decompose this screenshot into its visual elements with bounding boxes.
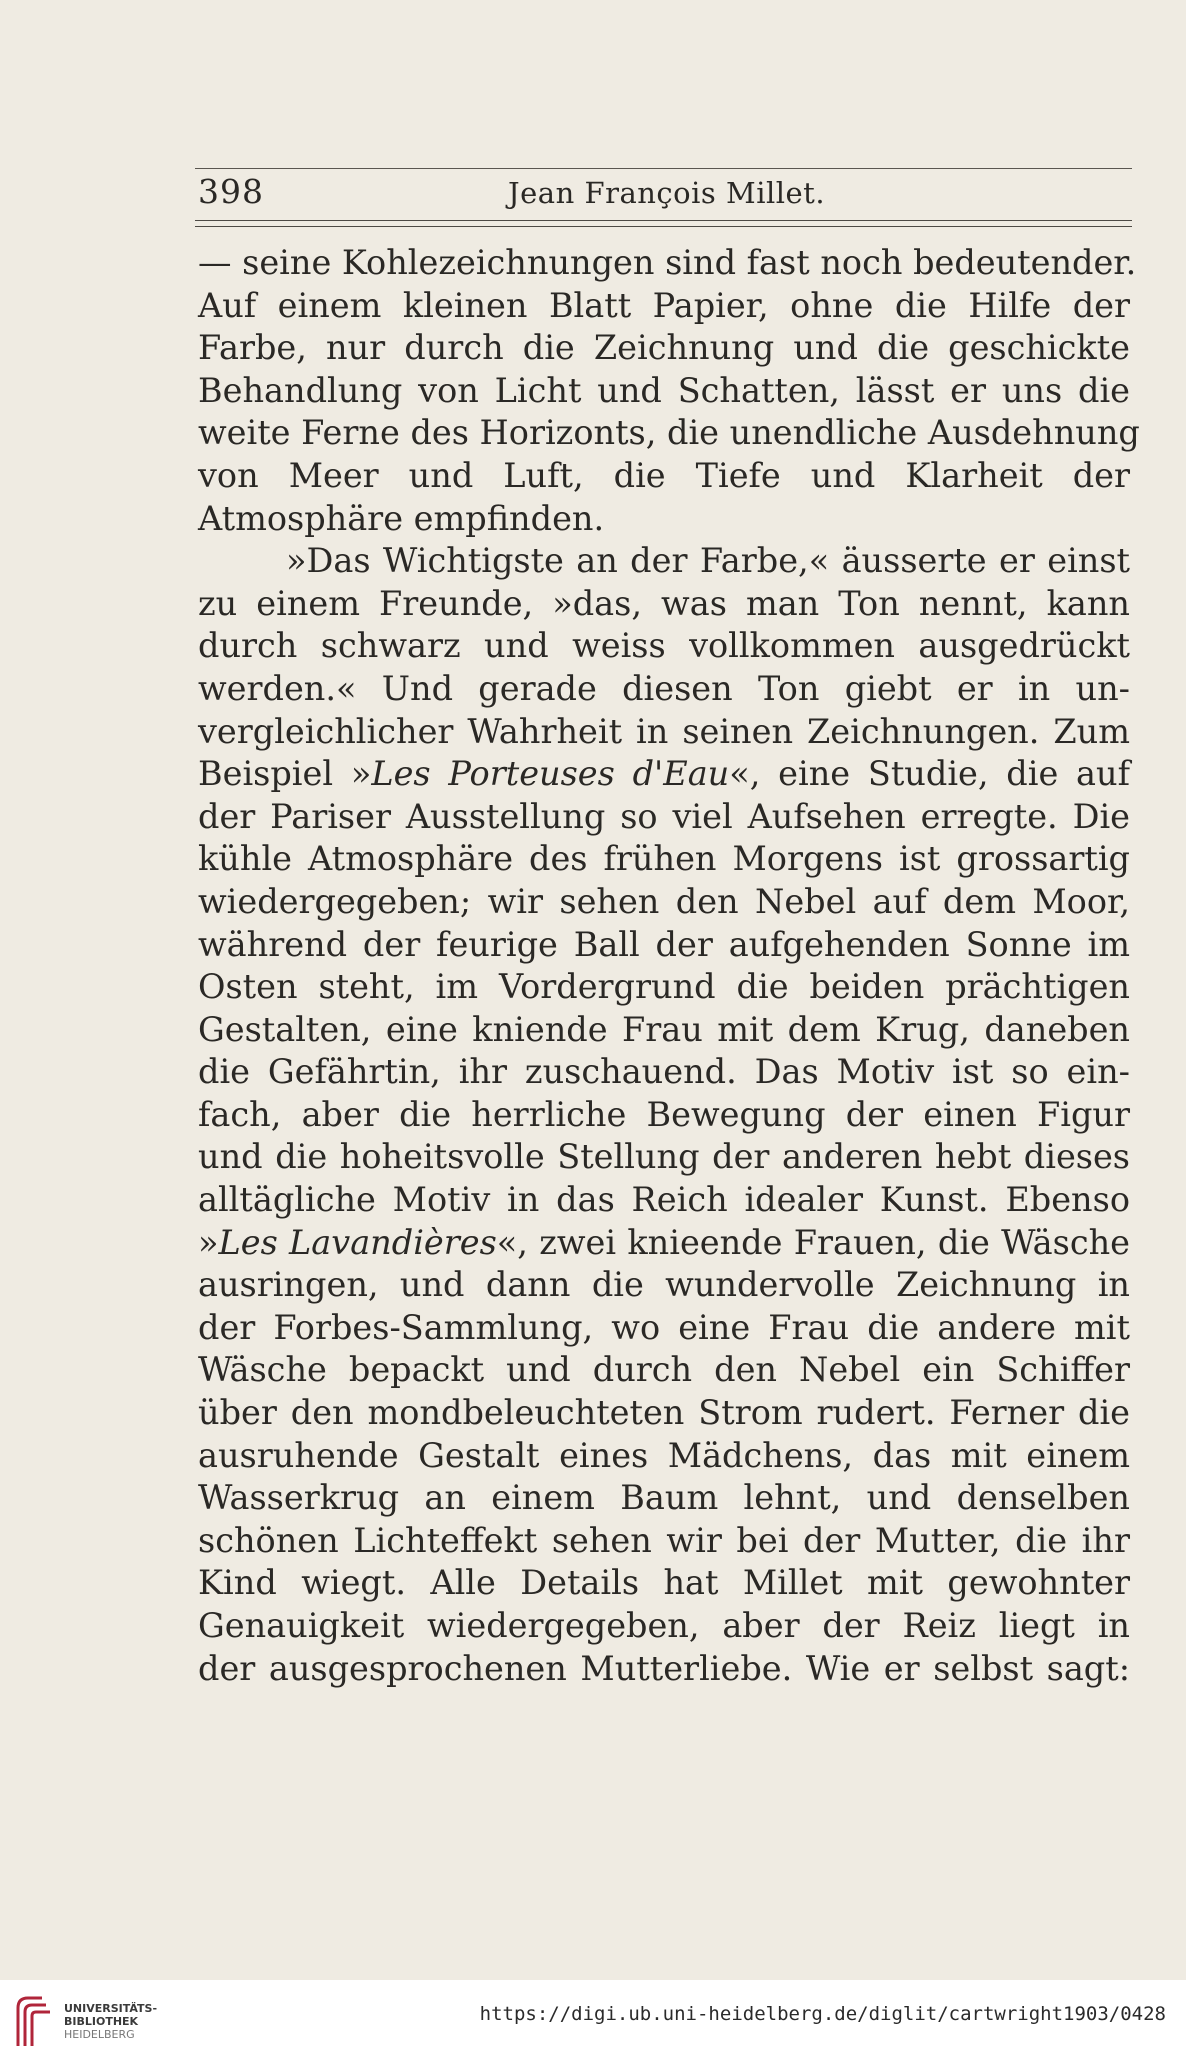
logo-line-1: UNIVERSITÄTS- xyxy=(64,2002,158,2015)
text-line: schönen Lichteffekt sehen wir bei der Mutter, die ihr xyxy=(198,1520,1130,1560)
logo-line-2: BIBLIOTHEK xyxy=(64,2015,139,2028)
text-line: der Pariser Ausstellung so viel Aufsehen erregte. Die xyxy=(198,796,1130,836)
library-logo-icon xyxy=(12,1994,56,2050)
page-number: 398 xyxy=(198,172,264,211)
text-line: — seine Kohlezeichnungen sind fast noch bedeutender. xyxy=(198,243,1137,282)
text-line: vergleichlicher Wahrheit in seinen Zeichnungen. Zum xyxy=(198,711,1130,751)
logo-line-3: HEIDELBERG xyxy=(64,2028,135,2041)
text-line: zu einem Freunde, »das, was man Ton nennt, kann xyxy=(198,583,1130,623)
text-line: von Meer und Luft, die Tiefe und Klarheit der xyxy=(198,455,1130,495)
text-line: die Gefährtin, ihr zuschauend. Das Motiv ist so ein- xyxy=(198,1052,1130,1092)
header-rule-top xyxy=(195,168,1132,169)
text-line: Wasserkrug an einem Baum lehnt, und denselben xyxy=(198,1478,1130,1518)
text-line: Osten steht, im Vordergrund die beiden prächtigen xyxy=(198,967,1130,1007)
library-logo[interactable] xyxy=(12,1992,162,2052)
text-line: Atmosphäre empfinden. xyxy=(198,498,605,538)
text-line: Kind wiegt. Alle Details hat Millet mit gewohnter xyxy=(198,1563,1130,1603)
text-line: wiedergegeben; wir sehen den Nebel auf dem Moor, xyxy=(198,881,1130,921)
running-header xyxy=(198,172,1128,218)
text-line: ausruhende Gestalt eines Mädchens, das mit einem xyxy=(198,1435,1130,1475)
text-line: alltägliche Motiv in das Reich idealer Kunst. Ebenso xyxy=(198,1180,1130,1220)
text-line: Gestalten, eine kniende Frau mit dem Krug, daneben xyxy=(198,1009,1130,1049)
text-line: »Les Lavandières«, zwei knieende Frauen, die Wäsche xyxy=(198,1222,1130,1262)
body-text xyxy=(198,242,1140,1690)
text-line: der Forbes-Sammlung, wo eine Frau die andere mit xyxy=(198,1307,1130,1347)
text-line: »Das Wichtigste an der Farbe,« äusserte er einst xyxy=(286,541,1130,581)
text-line: Behandlung von Licht und Schatten, lässt er uns die xyxy=(198,370,1130,410)
text-line: Beispiel »Les Porteuses d'Eau«, eine Studie, die auf xyxy=(198,754,1130,794)
text-line: weite Ferne des Horizonts, die unendliche Ausdehnung xyxy=(198,413,1140,453)
text-line: fach, aber die herrliche Bewegung der einen Figur xyxy=(198,1094,1130,1134)
text-line: Auf einem kleinen Blatt Papier, ohne die Hilfe der xyxy=(198,285,1130,325)
text-line: der ausgesprochenen Mutterliebe. Wie er selbst sagt: xyxy=(198,1648,1130,1688)
viewer-footer xyxy=(0,1980,1186,2065)
permalink-url[interactable]: https://digi.ub.uni-heidelberg.de/diglit/cartwright1903/0428 xyxy=(479,2003,1166,2025)
text-line: werden.« Und gerade diesen Ton giebt er in un- xyxy=(198,668,1130,708)
text-line: und die hoheitsvolle Stellung der anderen hebt dieses xyxy=(198,1137,1130,1177)
text-line: Wäsche bepackt und durch den Nebel ein Schiffer xyxy=(198,1350,1130,1390)
text-line: während der feurige Ball der aufgehenden Sonne im xyxy=(198,924,1130,964)
text-line: über den mondbeleuchteten Strom rudert. Ferner die xyxy=(198,1393,1130,1433)
running-title: Jean François Millet. xyxy=(508,176,826,210)
text-line: kühle Atmosphäre des frühen Morgens ist grossartig xyxy=(198,839,1130,879)
text-line: ausringen, und dann die wundervolle Zeichnung in xyxy=(198,1265,1130,1305)
text-line: Genauigkeit wiedergegeben, aber der Reiz liegt in xyxy=(198,1606,1130,1645)
header-rule-double xyxy=(195,220,1132,227)
text-line: Farbe, nur durch die Zeichnung und die geschickte xyxy=(198,328,1130,368)
text-line: durch schwarz und weiss vollkommen ausgedrückt xyxy=(198,626,1130,666)
